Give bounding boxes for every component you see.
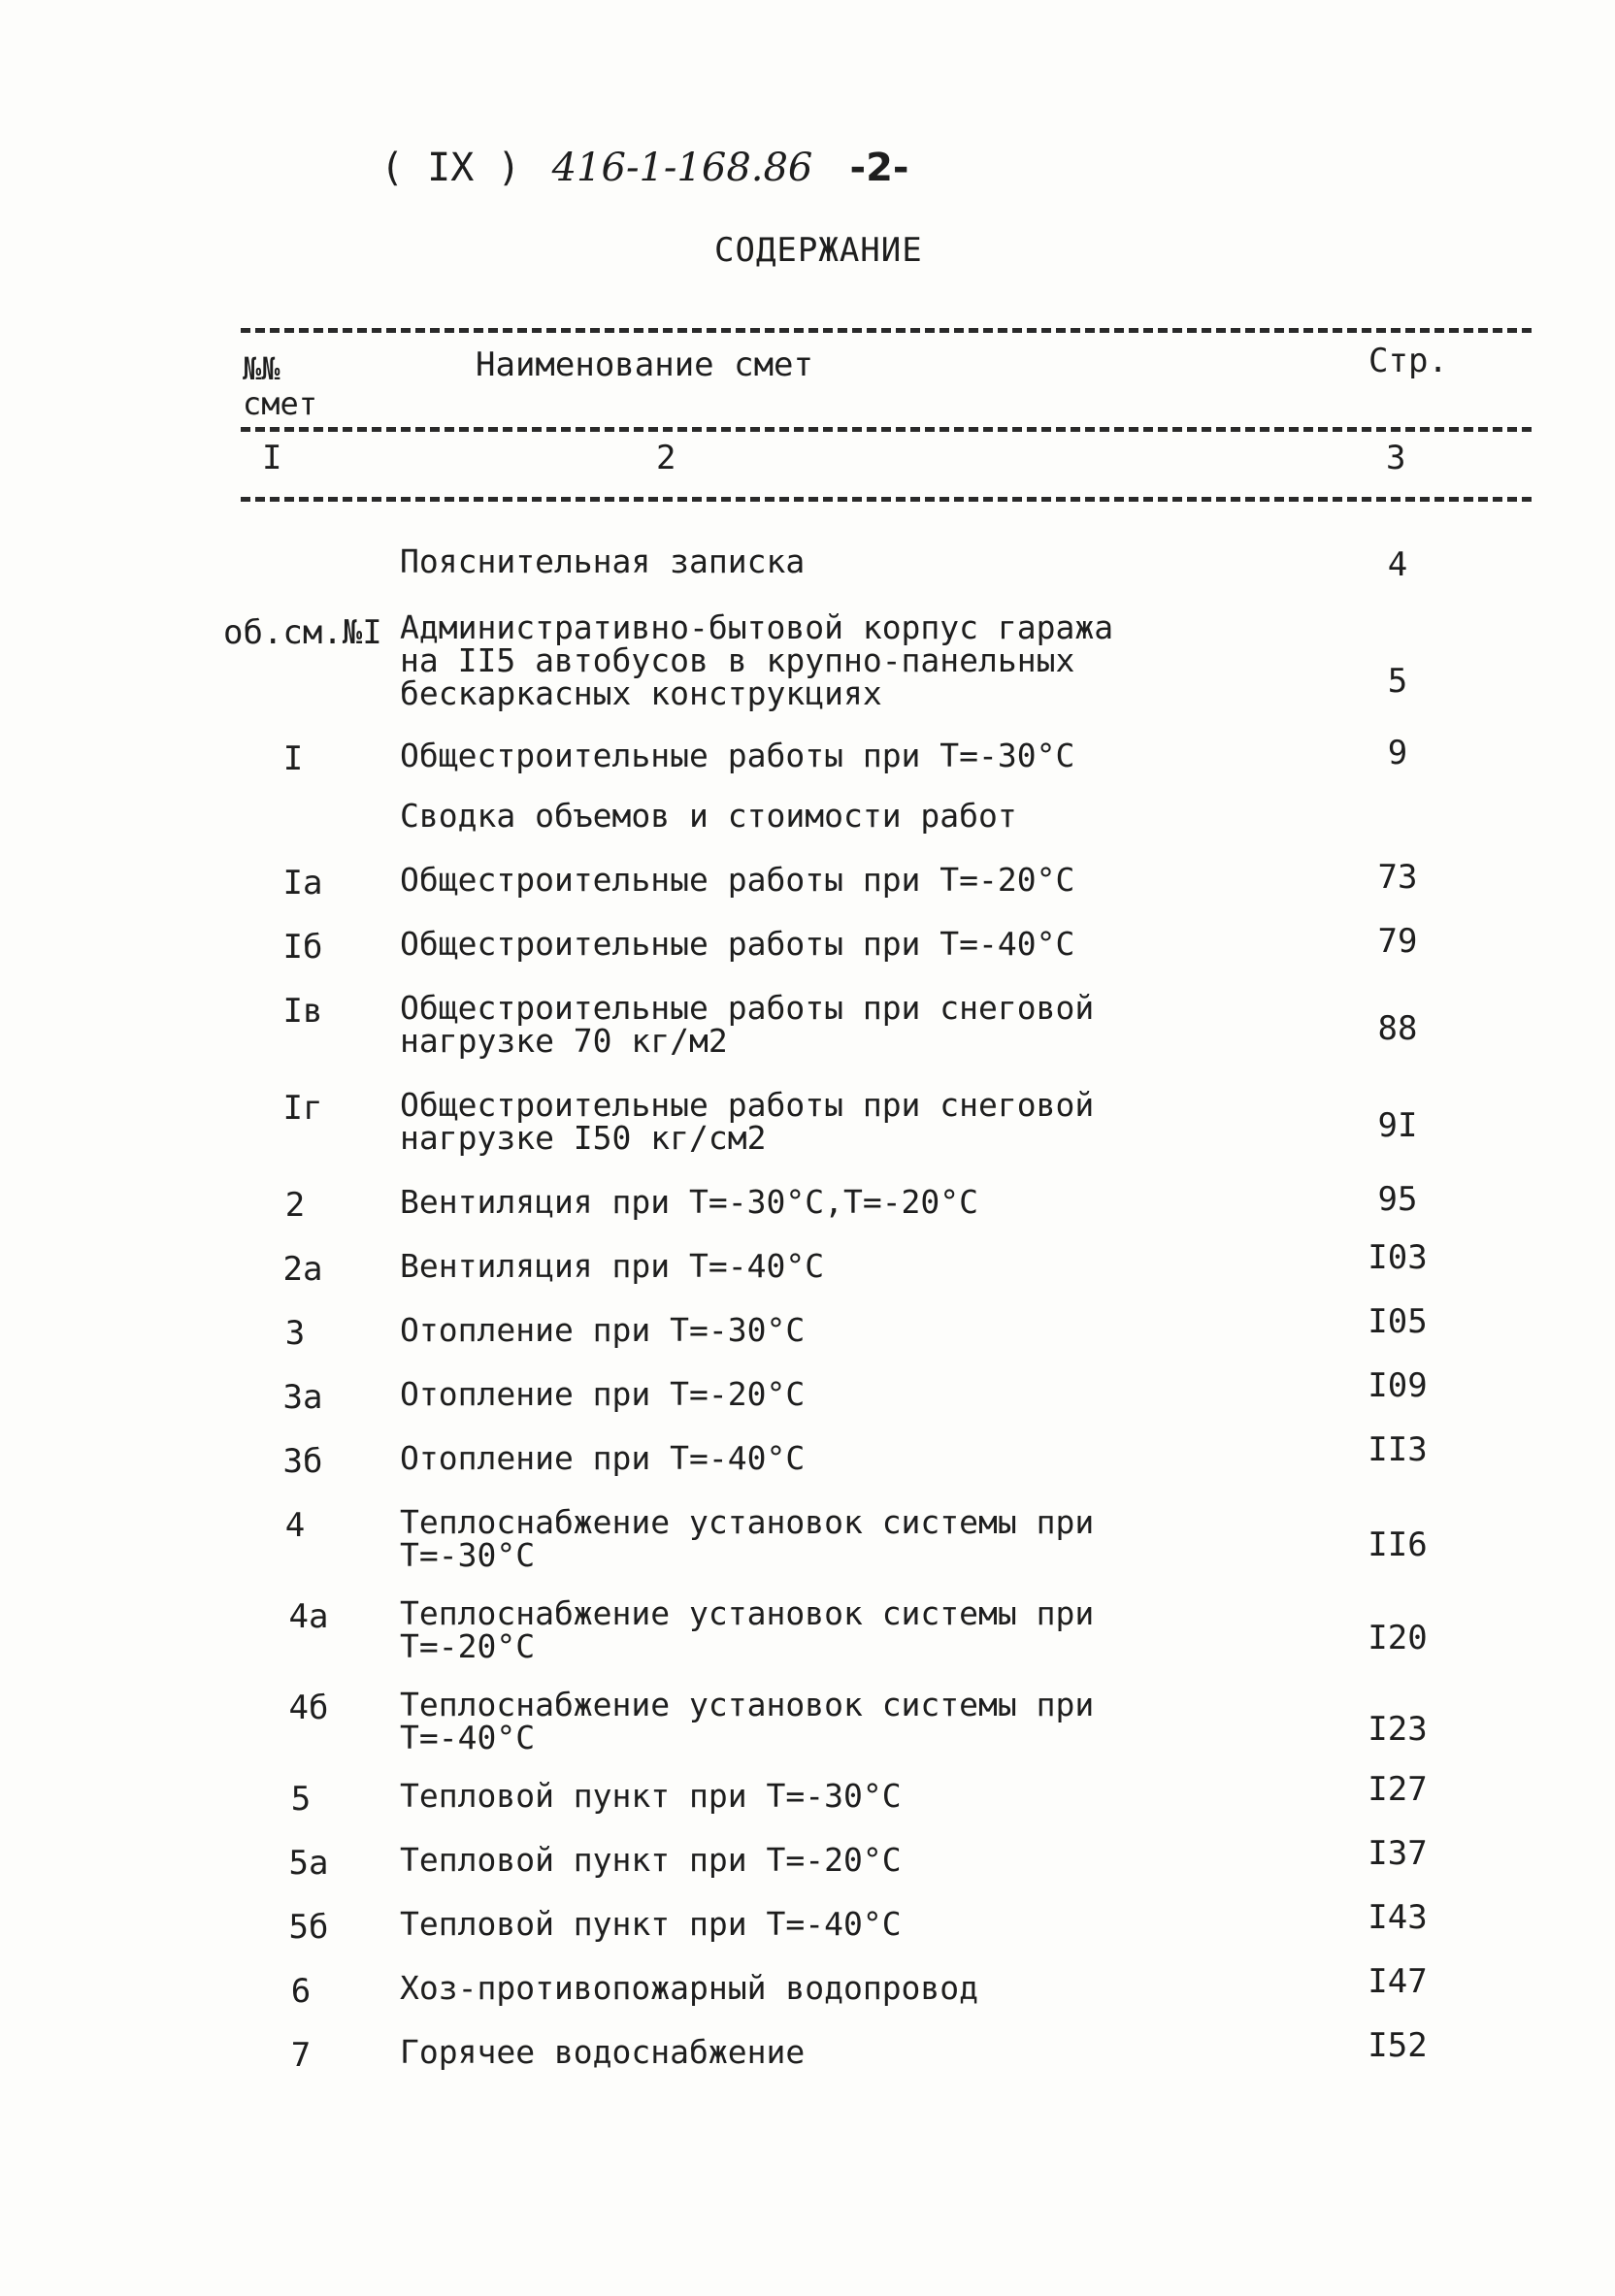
entry-name: Теплоснабжение установок системы при Т=-40°С [400,1686,1095,1756]
entry-number: 3 [284,1314,306,1353]
entry-number: 3б [282,1442,323,1481]
entry-name: Общестроительные работы при снеговой нагрузке 70 кг/м2 [400,989,1095,1060]
entry-page: 88 [1377,1009,1418,1048]
entry-page: 5 [1387,662,1408,701]
table-top-rule [241,328,1532,333]
table-header-rule [241,427,1532,432]
series-label: ( IX ) [380,146,521,190]
entry-name: Отопление при Т=-20°С [400,1375,806,1413]
page-number: -2- [849,146,909,190]
entry-name: Горячее водоснабжение [400,2033,806,2071]
entry-page: I43 [1368,1898,1428,1937]
entry-name: Тепловой пункт при Т=-40°С [400,1905,902,1943]
entry-page: I03 [1368,1238,1428,1277]
entry-name: Пояснительная записка [400,542,806,580]
entry-number: об.см.№I [223,613,382,652]
entry-number: 2а [282,1250,323,1289]
entry-page: 9I [1377,1106,1418,1145]
entry-page: 79 [1377,922,1418,961]
header-name-column: Наименование смет [476,345,813,384]
entry-name: Хоз-противопожарный водопровод [400,1969,979,2007]
page-header [380,146,909,190]
entry-number: 4а [288,1597,329,1636]
entry-number: 4 [284,1506,306,1545]
entry-page: 4 [1387,545,1408,584]
entry-name: Тепловой пункт при Т=-20°С [400,1841,902,1879]
entry-name: Тепловой пункт при Т=-30°С [400,1777,902,1815]
entry-name: Теплоснабжение установок системы при Т=-20°С [400,1594,1095,1665]
column-number-3: 3 [1386,439,1406,477]
entry-name: Отопление при Т=-40°С [400,1439,806,1477]
entry-number: 5 [290,1780,312,1819]
entry-page: I20 [1368,1619,1428,1657]
entry-page: II3 [1368,1430,1428,1469]
entry-name: Вентиляция при Т=-40°С [400,1247,825,1285]
entry-number: 4б [288,1689,329,1727]
entry-name: Общестроительные работы при Т=-30°С [400,737,1075,774]
entry-name: Теплоснабжение установок системы при Т=-30°С [400,1503,1095,1574]
document-code: 416-1-168.86 [551,146,813,190]
table-column-numbers-rule [241,497,1532,502]
column-number-2: 2 [656,439,676,477]
entry-number: 5а [288,1844,329,1883]
entry-page: II6 [1368,1525,1428,1564]
entry-number: 5б [288,1908,329,1947]
entry-name: Общестроительные работы при Т=-20°С [400,861,1075,899]
entry-number: Iв [282,992,323,1031]
column-number-1: I [262,439,282,477]
entry-page: I52 [1368,2026,1428,2065]
entry-number: 3а [282,1378,323,1417]
page-title: СОДЕРЖАНИЕ [714,231,923,270]
entry-number: 6 [290,1972,312,2011]
entry-page: 95 [1377,1180,1418,1219]
entry-name: Сводка объемов и стоимости работ [400,797,1017,835]
entry-number: Iб [282,928,323,967]
entry-name: Общестроительные работы при снеговой нагрузке I50 кг/см2 [400,1086,1095,1157]
entry-page: 73 [1377,858,1418,897]
entry-page: I27 [1368,1770,1428,1809]
entry-number: I [282,739,304,778]
entry-name: Общестроительные работы при Т=-40°С [400,925,1075,963]
entry-name: Вентиляция при Т=-30°С,Т=-20°С [400,1183,979,1221]
entry-page: 9 [1387,734,1408,772]
entry-name: Административно-бытовой корпус гаража на II5 автобусов в крупно-панельных бескаркасных конструкциях [400,608,1114,712]
entry-number: 7 [290,2036,312,2075]
entry-page: I23 [1368,1710,1428,1749]
entry-number: 2 [284,1186,306,1225]
entry-name: Отопление при Т=-30°С [400,1311,806,1349]
entry-number: Iа [282,864,323,902]
entry-page: I09 [1368,1366,1428,1405]
entry-number: Iг [282,1089,323,1128]
entry-page: I05 [1368,1302,1428,1341]
entry-page: I47 [1368,1962,1428,2001]
header-page-column: Стр. [1368,342,1448,380]
header-number-column: №№ смет [243,350,318,422]
entry-page: I37 [1368,1834,1428,1873]
